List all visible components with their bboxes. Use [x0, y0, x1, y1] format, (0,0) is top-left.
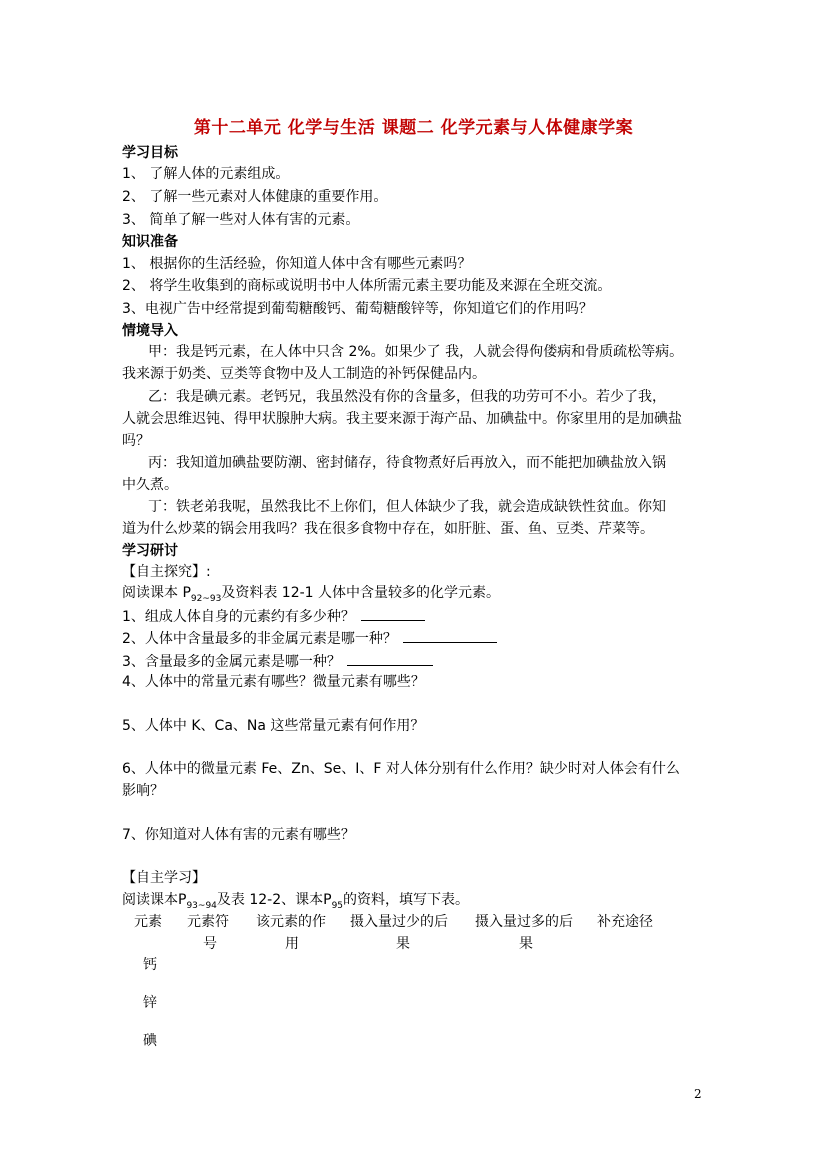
selfstudy-label: 【自主学习】 — [122, 870, 206, 886]
explore-label: 【自主探究】: — [122, 564, 211, 580]
question-text: 2、人体中含量最多的非金属元素是哪一种？ — [122, 631, 397, 647]
goals-heading: 学习目标 — [122, 145, 178, 161]
question-7: 7、你知道对人体有害的元素有哪些？ — [122, 827, 355, 843]
question-text: 3、含量最多的金属元素是哪一种？ — [122, 654, 341, 670]
read2-mid: 及表 12-2、课本P — [216, 892, 332, 908]
answer-blank[interactable] — [361, 605, 425, 621]
scene-line: 甲：我是钙元素，在人体中只含 2%。如果少了 我，人就会得佝偻病和骨质疏松等病。 — [148, 344, 684, 360]
table-row-iodine: 碘 — [143, 1033, 157, 1049]
scene-line: 中久煮。 — [122, 477, 178, 493]
goal-item: 3、 简单了解一些对人体有害的元素。 — [122, 212, 360, 228]
document-title: 第十二单元 化学与生活 课题二 化学元素与人体健康学案 — [193, 118, 634, 138]
table-header-supplement: 补充途径 — [597, 914, 653, 930]
read-pages: 92~93 — [190, 593, 222, 604]
read-prefix: 阅读课本 P — [122, 585, 191, 601]
scene-line: 丁：铁老弟我呢，虽然我比不上你们，但人体缺少了我，就会造成缺铁性贫血。你知 — [148, 499, 666, 515]
table-header-excess-cont: 果 — [519, 936, 533, 952]
question-6-cont: 影响？ — [122, 783, 164, 799]
scene-line: 人就会思维迟钝、得甲状腺肿大病。我主要来源于海产品、加碘盐中。你家里用的是加碘盐 — [122, 411, 682, 427]
table-header-deficiency: 摄入量过少的后 — [350, 914, 448, 930]
scene-line: 吗？ — [122, 433, 150, 449]
table-header-symbol: 元素符 — [187, 914, 229, 930]
read2-pages: 93~94 — [186, 900, 217, 911]
table-header-symbol-cont: 号 — [203, 936, 217, 952]
answer-blank[interactable] — [403, 627, 497, 643]
scene-line: 道为什么炒菜的锅会用我吗？我在很多食物中存在，如肝脏、蛋、鱼、豆类、芹菜等。 — [122, 521, 654, 537]
question-3 — [122, 650, 433, 672]
goal-item: 1、 了解人体的元素组成。 — [122, 166, 290, 182]
question-6: 6、人体中的微量元素 Fe、Zn、Se、I、F 对人体分别有什么作用？缺少时对人体会有什么 — [122, 761, 680, 777]
prep-heading: 知识准备 — [122, 234, 178, 250]
study-heading: 学习研讨 — [122, 543, 178, 559]
question-text: 1、组成人体自身的元素约有多少种？ — [122, 609, 355, 625]
table-header-function: 该元素的作 — [256, 914, 326, 930]
table-header-function-cont: 用 — [285, 936, 299, 952]
prep-item: 3、电视广告中经常提到葡萄糖酸钙、葡萄糖酸锌等，你知道它们的作用吗？ — [122, 301, 593, 317]
table-header-element: 元素 — [134, 914, 162, 930]
question-2 — [122, 627, 497, 649]
scene-heading: 情境导入 — [122, 323, 178, 339]
scene-line: 乙：我是碘元素。老钙兄，我虽然没有你的含量多，但我的功劳可不小。若少了我， — [148, 389, 666, 405]
prep-item: 1、 根据你的生活经验，你知道人体中含有哪些元素吗？ — [122, 256, 472, 272]
goal-item: 2、 了解一些元素对人体健康的重要作用。 — [122, 189, 388, 205]
read2-prefix: 阅读课本P — [122, 892, 187, 908]
read2-page2: 95 — [331, 900, 344, 911]
question-1 — [122, 605, 425, 627]
table-row-calcium: 钙 — [143, 957, 157, 973]
prep-item: 2、 将学生收集到的商标或说明书中人体所需元素主要功能及来源在全班交流。 — [122, 278, 612, 294]
scene-line: 丙：我知道加碘盐要防潮、密封储存，待食物煮好后再放入，而不能把加碘盐放入锅 — [148, 455, 666, 471]
read2-suffix: 的资料，填写下表。 — [343, 892, 470, 908]
table-row-zinc: 锌 — [143, 995, 157, 1011]
page-number: 2 — [694, 1087, 702, 1101]
question-5: 5、人体中 K、Ca、Na 这些常量元素有何作用？ — [122, 718, 425, 734]
table-header-excess: 摄入量过多的后 — [475, 914, 573, 930]
question-4: 4、人体中的常量元素有哪些？微量元素有哪些？ — [122, 674, 425, 690]
scene-line: 我来源于奶类、豆类等食物中及人工制造的补钙保健品内。 — [122, 366, 486, 382]
table-header-deficiency-cont: 果 — [396, 936, 410, 952]
answer-blank[interactable] — [347, 650, 433, 666]
read-suffix: 及资料表 12-1 人体中含量较多的化学元素。 — [221, 585, 501, 601]
